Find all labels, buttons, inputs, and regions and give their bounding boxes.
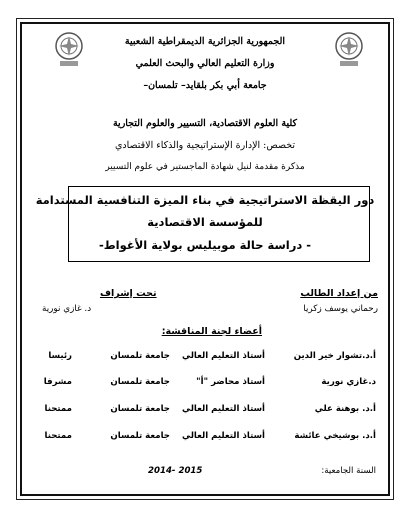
republic-name: الجمهورية الجزائرية الديمقراطية الشعبية [124,36,286,47]
thesis-title-line-2: للمؤسسة الاقتصادية [147,215,263,229]
faculty-name: كلية العلوم الاقتصادية، التسيير والعلوم التجارية [112,118,298,129]
jury-member-row [0,377,410,391]
jury-member-role: رئيسا [48,351,72,361]
student-label: من إعداد الطالب [300,288,378,299]
thesis-title-line-1: دور اليقظة الاستراتيجية في بناء الميزة التنافسية المستدامة [35,193,375,207]
university-name: جامعة أبي بكر بلقايد– تلمسان– [143,80,267,91]
jury-member-rank: أستاذ التعليم العالي [182,404,265,414]
jury-member-university: جامعة تلمسان [110,351,170,361]
jury-member-name: أ.د. بوشيخي عائشة [294,431,376,441]
ministry-name: وزارة التعليم العالي والبحث العلمي [135,58,275,69]
academic-year-label: السنة الجامعية: [321,466,376,476]
academic-year-value: 2014- 2015 [148,466,203,476]
jury-member-university: جامعة تلمسان [110,377,170,387]
thesis-title-line-3: - دراسة حالة موبيليس بولاية الأغواط- [98,238,312,252]
jury-member-name: د.غازي نورية [321,377,376,387]
memo-description: مذكرة مقدمة لنيل شهادة الماجستير في علوم التسيير [105,162,305,172]
jury-member-name: أ.د. بوهنة علي [314,404,376,414]
student-name: رحماني يوسف زكريا [303,304,378,314]
jury-member-role: ممتحنا [44,404,72,414]
jury-member-name: أ.د.تشوار خير الدين [293,351,376,361]
jury-member-rank: أستاذ محاضر "أ" [196,377,265,387]
supervisor-label: تحت إشراف [100,288,157,299]
jury-member-row [0,351,410,365]
jury-member-role: ممتحنا [44,431,72,441]
jury-member-university: جامعة تلمسان [110,404,170,414]
jury-member-row [0,404,410,418]
jury-member-rank: أستاذ التعليم العالي [182,431,265,441]
jury-member-role: مشرفا [43,377,72,387]
jury-member-row [0,431,410,445]
supervisor-name: د. غازي نورية [42,304,92,314]
jury-member-rank: أستاذ التعليم العالي [182,351,265,361]
jury-member-university: جامعة تلمسان [110,431,170,441]
specialty: تخصص: الإدارة الإستراتيجية والذكاء الاقتصادي [114,140,296,151]
jury-label: أعضاء لجنة المناقشة: [161,326,262,337]
